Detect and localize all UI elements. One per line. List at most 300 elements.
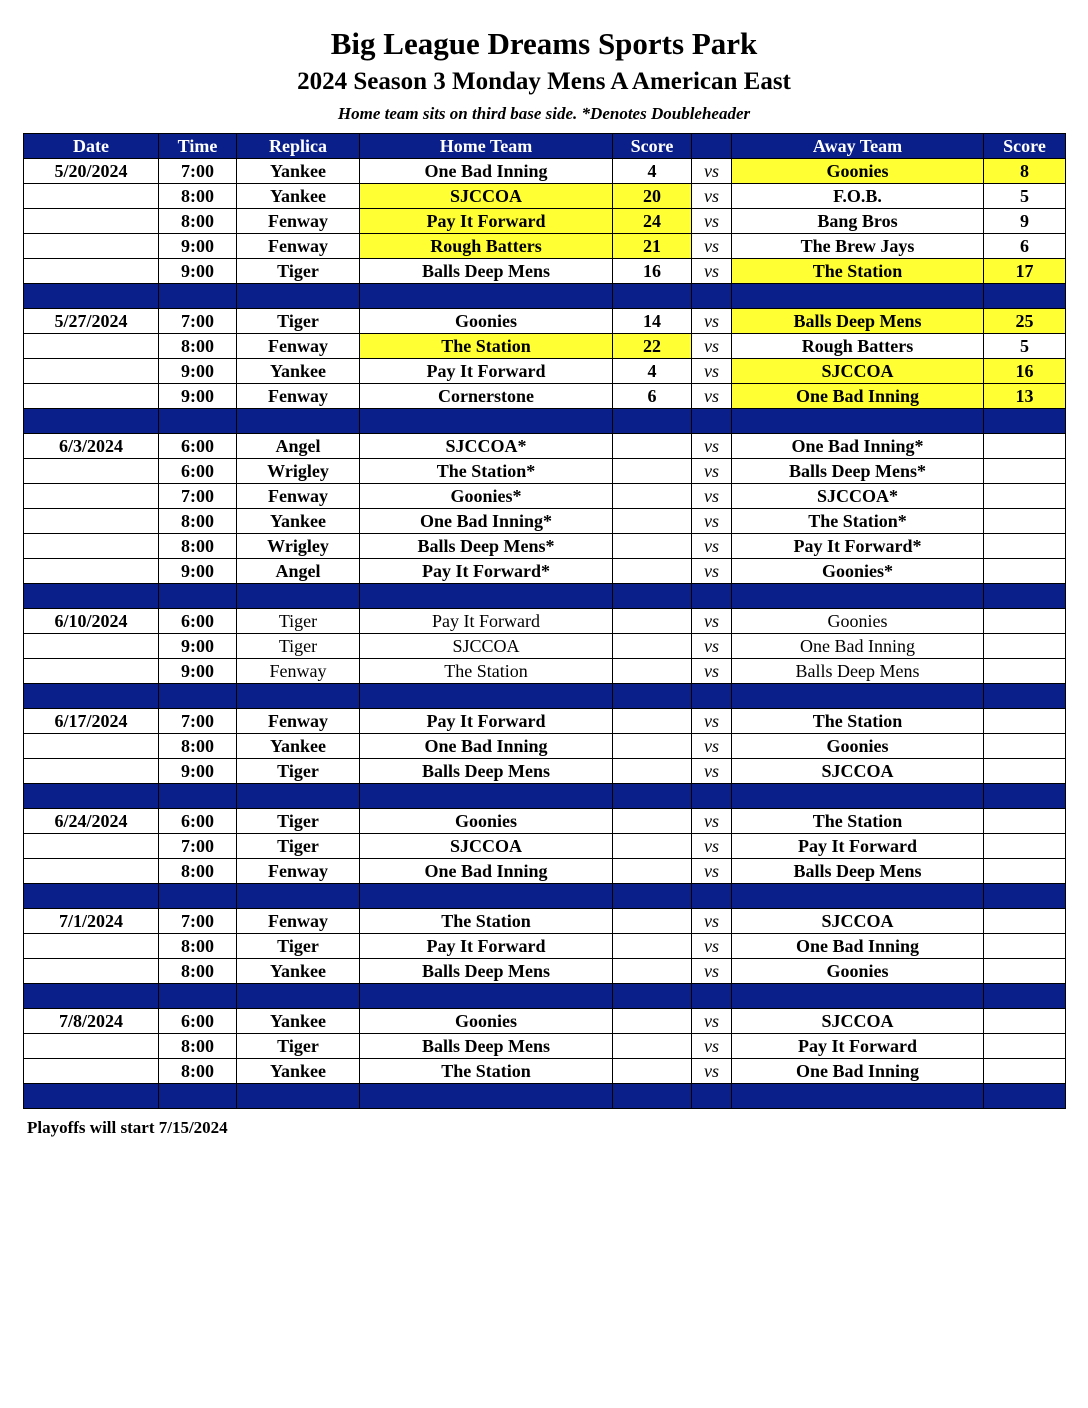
- time-cell: 6:00: [159, 459, 237, 484]
- vs-cell: vs: [692, 234, 732, 259]
- home-team-cell: Goonies: [360, 1009, 613, 1034]
- separator-cell: [732, 409, 984, 434]
- home-score-cell: [613, 434, 692, 459]
- away-team-cell: One Bad Inning*: [732, 434, 984, 459]
- week-separator-row: [24, 1084, 1066, 1109]
- time-cell: 8:00: [159, 209, 237, 234]
- home-team-cell: The Station*: [360, 459, 613, 484]
- vs-cell: vs: [692, 659, 732, 684]
- away-score-cell: 6: [984, 234, 1066, 259]
- replica-cell: Yankee: [237, 509, 360, 534]
- away-score-cell: [984, 509, 1066, 534]
- vs-cell: vs: [692, 459, 732, 484]
- away-team-cell: Balls Deep Mens: [732, 859, 984, 884]
- home-score-cell: [613, 859, 692, 884]
- table-row: [24, 309, 1066, 334]
- vs-cell: vs: [692, 734, 732, 759]
- date-cell: [24, 759, 159, 784]
- date-cell: [24, 559, 159, 584]
- home-team-cell: Pay It Forward: [360, 359, 613, 384]
- date-cell: [24, 509, 159, 534]
- home-team-cell: The Station: [360, 659, 613, 684]
- away-team-cell: One Bad Inning: [732, 934, 984, 959]
- date-cell: [24, 834, 159, 859]
- week-separator-row: [24, 684, 1066, 709]
- date-cell: [24, 484, 159, 509]
- home-score-cell: [613, 484, 692, 509]
- separator-cell: [613, 284, 692, 309]
- separator-cell: [732, 884, 984, 909]
- home-team-cell: One Bad Inning*: [360, 509, 613, 534]
- separator-cell: [159, 1084, 237, 1109]
- away-team-cell: Pay It Forward: [732, 1034, 984, 1059]
- separator-cell: [613, 884, 692, 909]
- away-team-cell: SJCCOA*: [732, 484, 984, 509]
- home-team-cell: Rough Batters: [360, 234, 613, 259]
- replica-cell: Tiger: [237, 934, 360, 959]
- separator-cell: [732, 984, 984, 1009]
- date-cell: [24, 1059, 159, 1084]
- separator-cell: [360, 1084, 613, 1109]
- date-cell: [24, 259, 159, 284]
- separator-cell: [360, 784, 613, 809]
- separator-cell: [360, 284, 613, 309]
- home-team-cell: The Station: [360, 909, 613, 934]
- separator-cell: [613, 984, 692, 1009]
- home-score-cell: [613, 1034, 692, 1059]
- separator-cell: [692, 409, 732, 434]
- home-team-cell: Goonies*: [360, 484, 613, 509]
- home-team-cell: The Station: [360, 334, 613, 359]
- home-score-cell: [613, 459, 692, 484]
- week-separator-row: [24, 784, 1066, 809]
- away-team-cell: SJCCOA: [732, 909, 984, 934]
- replica-cell: Yankee: [237, 159, 360, 184]
- vs-cell: vs: [692, 909, 732, 934]
- date-cell: [24, 1034, 159, 1059]
- separator-cell: [732, 284, 984, 309]
- away-team-cell: Rough Batters: [732, 334, 984, 359]
- table-row: [24, 159, 1066, 184]
- home-team-cell: Goonies: [360, 309, 613, 334]
- table-row: [24, 184, 1066, 209]
- time-cell: 7:00: [159, 909, 237, 934]
- away-score-cell: [984, 534, 1066, 559]
- separator-cell: [159, 409, 237, 434]
- away-score-cell: [984, 934, 1066, 959]
- separator-cell: [237, 1084, 360, 1109]
- away-team-cell: SJCCOA: [732, 1009, 984, 1034]
- vs-cell: vs: [692, 959, 732, 984]
- replica-cell: Fenway: [237, 659, 360, 684]
- away-score-cell: [984, 434, 1066, 459]
- separator-cell: [24, 884, 159, 909]
- table-row: [24, 484, 1066, 509]
- separator-cell: [360, 984, 613, 1009]
- playoffs-note: Playoffs will start 7/15/2024: [27, 1118, 228, 1137]
- date-cell: [24, 859, 159, 884]
- table-row: [24, 709, 1066, 734]
- away-team-cell: F.O.B.: [732, 184, 984, 209]
- time-cell: 8:00: [159, 184, 237, 209]
- replica-cell: Wrigley: [237, 459, 360, 484]
- col-header-time: Time: [159, 134, 237, 159]
- separator-cell: [24, 784, 159, 809]
- home-team-cell: SJCCOA: [360, 634, 613, 659]
- replica-cell: Fenway: [237, 234, 360, 259]
- away-score-cell: [984, 659, 1066, 684]
- table-row: [24, 609, 1066, 634]
- separator-cell: [692, 684, 732, 709]
- separator-cell: [732, 784, 984, 809]
- separator-cell: [159, 584, 237, 609]
- time-cell: 6:00: [159, 434, 237, 459]
- home-score-cell: [613, 734, 692, 759]
- col-header-away-score: Score: [984, 134, 1066, 159]
- table-row: [24, 1009, 1066, 1034]
- time-cell: 9:00: [159, 259, 237, 284]
- separator-cell: [984, 584, 1066, 609]
- week-separator-row: [24, 409, 1066, 434]
- vs-cell: vs: [692, 534, 732, 559]
- home-score-cell: 24: [613, 209, 692, 234]
- home-team-cell: Balls Deep Mens: [360, 1034, 613, 1059]
- table-row: [24, 259, 1066, 284]
- table-row: [24, 859, 1066, 884]
- home-score-cell: 6: [613, 384, 692, 409]
- home-score-cell: [613, 909, 692, 934]
- vs-cell: vs: [692, 334, 732, 359]
- away-score-cell: [984, 634, 1066, 659]
- schedule-note: Home team sits on third base side. *Denotes Doubleheader: [337, 104, 751, 123]
- vs-cell: vs: [692, 484, 732, 509]
- separator-cell: [159, 984, 237, 1009]
- vs-cell: vs: [692, 609, 732, 634]
- date-cell: 6/17/2024: [24, 709, 159, 734]
- away-team-cell: The Station: [732, 809, 984, 834]
- away-score-cell: [984, 609, 1066, 634]
- separator-cell: [984, 884, 1066, 909]
- home-score-cell: 21: [613, 234, 692, 259]
- time-cell: 7:00: [159, 309, 237, 334]
- date-cell: [24, 934, 159, 959]
- home-score-cell: 4: [613, 359, 692, 384]
- vs-cell: vs: [692, 559, 732, 584]
- table-row: [24, 1059, 1066, 1084]
- separator-cell: [613, 409, 692, 434]
- away-team-cell: One Bad Inning: [732, 384, 984, 409]
- time-cell: 9:00: [159, 759, 237, 784]
- date-cell: 6/24/2024: [24, 809, 159, 834]
- time-cell: 9:00: [159, 659, 237, 684]
- home-score-cell: [613, 1009, 692, 1034]
- replica-cell: Fenway: [237, 859, 360, 884]
- home-score-cell: [613, 709, 692, 734]
- away-team-cell: Bang Bros: [732, 209, 984, 234]
- separator-cell: [159, 884, 237, 909]
- table-row: [24, 834, 1066, 859]
- home-team-cell: The Station: [360, 1059, 613, 1084]
- time-cell: 8:00: [159, 1034, 237, 1059]
- replica-cell: Fenway: [237, 909, 360, 934]
- col-header-home-score: Score: [613, 134, 692, 159]
- time-cell: 9:00: [159, 359, 237, 384]
- week-separator-row: [24, 884, 1066, 909]
- away-team-cell: Goonies: [732, 159, 984, 184]
- replica-cell: Tiger: [237, 259, 360, 284]
- separator-cell: [24, 684, 159, 709]
- away-team-cell: Pay It Forward: [732, 834, 984, 859]
- away-team-cell: The Station: [732, 259, 984, 284]
- table-row: [24, 1034, 1066, 1059]
- away-score-cell: [984, 759, 1066, 784]
- home-score-cell: 4: [613, 159, 692, 184]
- separator-cell: [237, 284, 360, 309]
- date-cell: [24, 634, 159, 659]
- away-score-cell: [984, 834, 1066, 859]
- table-row: [24, 334, 1066, 359]
- home-score-cell: [613, 559, 692, 584]
- away-team-cell: Pay It Forward*: [732, 534, 984, 559]
- away-team-cell: Goonies*: [732, 559, 984, 584]
- table-row: [24, 209, 1066, 234]
- away-team-cell: Balls Deep Mens*: [732, 459, 984, 484]
- table-row: [24, 559, 1066, 584]
- time-cell: 6:00: [159, 809, 237, 834]
- home-score-cell: [613, 534, 692, 559]
- date-cell: 5/20/2024: [24, 159, 159, 184]
- vs-cell: vs: [692, 1059, 732, 1084]
- away-score-cell: 25: [984, 309, 1066, 334]
- table-row: [24, 809, 1066, 834]
- away-score-cell: [984, 709, 1066, 734]
- week-separator-row: [24, 584, 1066, 609]
- home-score-cell: [613, 509, 692, 534]
- away-team-cell: Goonies: [732, 734, 984, 759]
- vs-cell: vs: [692, 1034, 732, 1059]
- away-score-cell: 5: [984, 184, 1066, 209]
- separator-cell: [692, 784, 732, 809]
- separator-cell: [24, 584, 159, 609]
- separator-cell: [237, 684, 360, 709]
- time-cell: 8:00: [159, 734, 237, 759]
- away-team-cell: Goonies: [732, 609, 984, 634]
- time-cell: 7:00: [159, 709, 237, 734]
- date-cell: 5/27/2024: [24, 309, 159, 334]
- vs-cell: vs: [692, 309, 732, 334]
- home-team-cell: One Bad Inning: [360, 859, 613, 884]
- home-team-cell: One Bad Inning: [360, 734, 613, 759]
- col-header-replica: Replica: [237, 134, 360, 159]
- vs-cell: vs: [692, 209, 732, 234]
- separator-cell: [984, 1084, 1066, 1109]
- separator-cell: [613, 784, 692, 809]
- replica-cell: Tiger: [237, 609, 360, 634]
- time-cell: 7:00: [159, 159, 237, 184]
- away-score-cell: 8: [984, 159, 1066, 184]
- date-cell: 6/10/2024: [24, 609, 159, 634]
- replica-cell: Fenway: [237, 484, 360, 509]
- table-row: [24, 959, 1066, 984]
- away-score-cell: [984, 1059, 1066, 1084]
- replica-cell: Tiger: [237, 1034, 360, 1059]
- away-score-cell: 16: [984, 359, 1066, 384]
- separator-cell: [692, 584, 732, 609]
- col-header-home-team: Home Team: [360, 134, 613, 159]
- vs-cell: vs: [692, 184, 732, 209]
- table-row: [24, 759, 1066, 784]
- separator-cell: [237, 784, 360, 809]
- replica-cell: Yankee: [237, 1059, 360, 1084]
- separator-cell: [692, 884, 732, 909]
- separator-cell: [984, 784, 1066, 809]
- table-header-row: [24, 134, 1066, 159]
- date-cell: [24, 459, 159, 484]
- separator-cell: [613, 584, 692, 609]
- separator-cell: [984, 284, 1066, 309]
- home-score-cell: [613, 959, 692, 984]
- home-team-cell: SJCCOA*: [360, 434, 613, 459]
- separator-cell: [692, 984, 732, 1009]
- table-row: [24, 934, 1066, 959]
- table-row: [24, 459, 1066, 484]
- away-score-cell: [984, 484, 1066, 509]
- time-cell: 6:00: [159, 609, 237, 634]
- time-cell: 8:00: [159, 959, 237, 984]
- col-header-date: Date: [24, 134, 159, 159]
- vs-cell: vs: [692, 434, 732, 459]
- time-cell: 9:00: [159, 234, 237, 259]
- time-cell: 7:00: [159, 484, 237, 509]
- away-score-cell: [984, 734, 1066, 759]
- home-team-cell: SJCCOA: [360, 184, 613, 209]
- time-cell: 8:00: [159, 534, 237, 559]
- home-score-cell: 14: [613, 309, 692, 334]
- away-team-cell: Balls Deep Mens: [732, 309, 984, 334]
- table-row: [24, 359, 1066, 384]
- vs-cell: vs: [692, 384, 732, 409]
- home-team-cell: Cornerstone: [360, 384, 613, 409]
- separator-cell: [613, 1084, 692, 1109]
- table-row: [24, 734, 1066, 759]
- time-cell: 7:00: [159, 834, 237, 859]
- date-cell: [24, 959, 159, 984]
- replica-cell: Angel: [237, 559, 360, 584]
- separator-cell: [159, 784, 237, 809]
- page-title: Big League Dreams Sports Park: [330, 26, 758, 61]
- away-score-cell: 13: [984, 384, 1066, 409]
- home-team-cell: Pay It Forward: [360, 209, 613, 234]
- vs-cell: vs: [692, 834, 732, 859]
- week-separator-row: [24, 284, 1066, 309]
- date-cell: [24, 534, 159, 559]
- time-cell: 6:00: [159, 1009, 237, 1034]
- vs-cell: vs: [692, 934, 732, 959]
- home-score-cell: [613, 634, 692, 659]
- home-team-cell: Balls Deep Mens: [360, 759, 613, 784]
- date-cell: 6/3/2024: [24, 434, 159, 459]
- away-score-cell: [984, 809, 1066, 834]
- separator-cell: [237, 984, 360, 1009]
- home-score-cell: 20: [613, 184, 692, 209]
- separator-cell: [237, 409, 360, 434]
- home-score-cell: [613, 934, 692, 959]
- separator-cell: [159, 684, 237, 709]
- date-cell: [24, 384, 159, 409]
- date-cell: 7/8/2024: [24, 1009, 159, 1034]
- date-cell: [24, 359, 159, 384]
- table-row: [24, 659, 1066, 684]
- separator-cell: [732, 584, 984, 609]
- vs-cell: vs: [692, 634, 732, 659]
- separator-cell: [24, 284, 159, 309]
- replica-cell: Yankee: [237, 959, 360, 984]
- vs-cell: vs: [692, 359, 732, 384]
- time-cell: 9:00: [159, 384, 237, 409]
- table-row: [24, 634, 1066, 659]
- away-score-cell: [984, 959, 1066, 984]
- vs-cell: vs: [692, 759, 732, 784]
- home-team-cell: One Bad Inning: [360, 159, 613, 184]
- separator-cell: [360, 409, 613, 434]
- separator-cell: [24, 984, 159, 1009]
- table-row: [24, 234, 1066, 259]
- page-subtitle: 2024 Season 3 Monday Mens A American East: [297, 68, 791, 95]
- replica-cell: Wrigley: [237, 534, 360, 559]
- separator-cell: [360, 684, 613, 709]
- separator-cell: [984, 409, 1066, 434]
- replica-cell: Tiger: [237, 809, 360, 834]
- separator-cell: [732, 1084, 984, 1109]
- home-team-cell: SJCCOA: [360, 834, 613, 859]
- separator-cell: [360, 884, 613, 909]
- home-score-cell: [613, 809, 692, 834]
- vs-cell: vs: [692, 1009, 732, 1034]
- home-team-cell: Balls Deep Mens: [360, 259, 613, 284]
- week-separator-row: [24, 984, 1066, 1009]
- away-team-cell: One Bad Inning: [732, 1059, 984, 1084]
- time-cell: 8:00: [159, 1059, 237, 1084]
- home-team-cell: Balls Deep Mens*: [360, 534, 613, 559]
- separator-cell: [732, 684, 984, 709]
- table-row: [24, 909, 1066, 934]
- away-team-cell: The Station*: [732, 509, 984, 534]
- replica-cell: Yankee: [237, 184, 360, 209]
- date-cell: 7/1/2024: [24, 909, 159, 934]
- home-team-cell: Balls Deep Mens: [360, 959, 613, 984]
- home-score-cell: [613, 659, 692, 684]
- time-cell: 8:00: [159, 934, 237, 959]
- away-score-cell: [984, 1009, 1066, 1034]
- separator-cell: [237, 884, 360, 909]
- time-cell: 8:00: [159, 509, 237, 534]
- replica-cell: Yankee: [237, 1009, 360, 1034]
- replica-cell: Fenway: [237, 384, 360, 409]
- home-team-cell: Goonies: [360, 809, 613, 834]
- date-cell: [24, 734, 159, 759]
- vs-cell: vs: [692, 259, 732, 284]
- vs-cell: vs: [692, 159, 732, 184]
- time-cell: 8:00: [159, 334, 237, 359]
- vs-cell: vs: [692, 509, 732, 534]
- date-cell: [24, 184, 159, 209]
- away-score-cell: [984, 859, 1066, 884]
- time-cell: 9:00: [159, 634, 237, 659]
- separator-cell: [237, 584, 360, 609]
- separator-cell: [613, 684, 692, 709]
- table-row: [24, 509, 1066, 534]
- replica-cell: Yankee: [237, 734, 360, 759]
